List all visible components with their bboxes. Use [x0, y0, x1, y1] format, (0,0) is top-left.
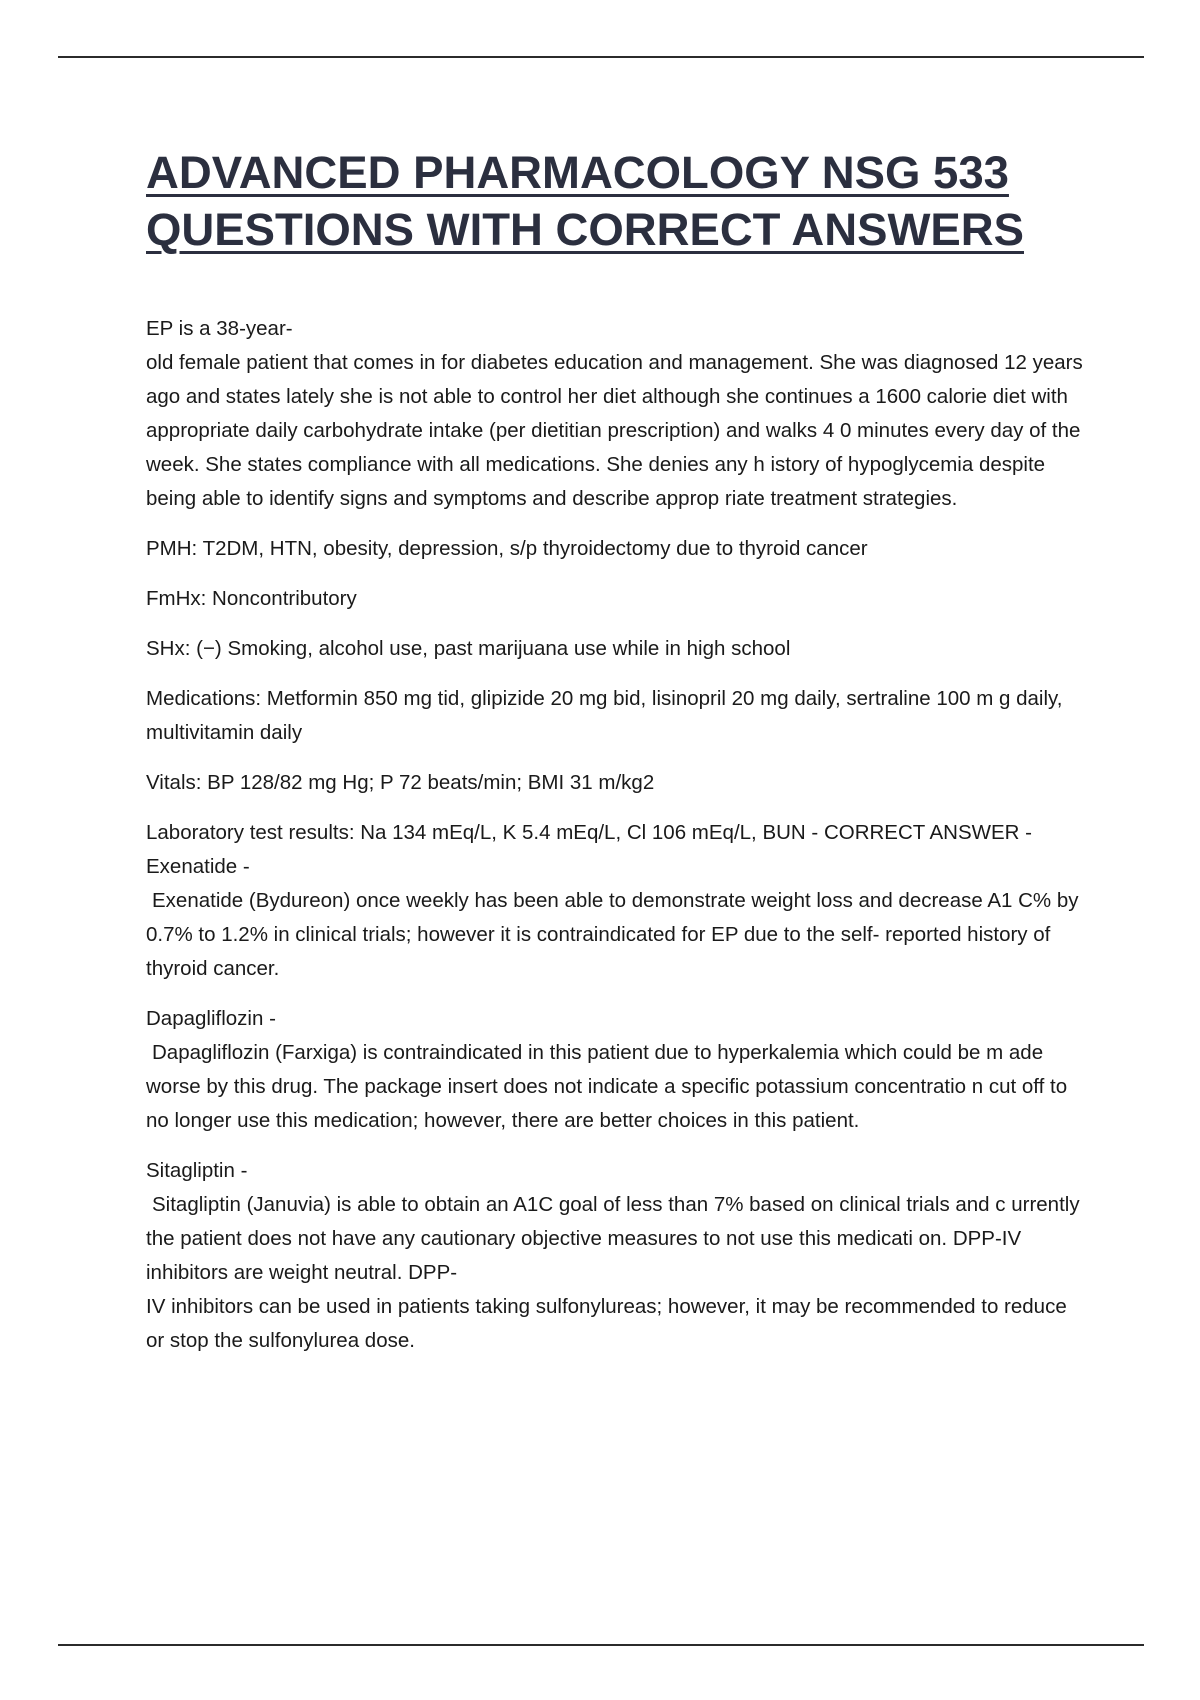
sitagliptin-explanation-cont: IV inhibitors can be used in patients taking sulfonylureas; however, it may be recommended to reduce or stop the sulfonylurea dose.	[146, 1295, 1067, 1352]
dapagliflozin-explanation: Dapagliflozin (Farxiga) is contraindicated in this patient due to hyperkalemia which could be m ade worse by this drug. The package insert does not indicate a specific potassium concentratio n cut off to no longer use this medication; however, there are better choices in this patient.	[146, 1041, 1068, 1132]
document-body	[146, 312, 1086, 1358]
title-line-2: QUESTIONS WITH CORRECT ANSWERS	[146, 204, 1024, 255]
family-history: FmHx: Noncontributory	[146, 587, 357, 610]
dapagliflozin-heading: Dapagliflozin -	[146, 1007, 276, 1030]
lab-results-text: Laboratory test results: Na 134 mEq/L, K 5.4 mEq/L, Cl 106 mEq/L, BUN - CORRECT ANSWER -	[146, 821, 1032, 844]
top-divider	[58, 56, 1144, 58]
bottom-divider	[58, 1644, 1144, 1646]
social-history: SHx: (−) Smoking, alcohol use, past marijuana use while in high school	[146, 637, 791, 660]
case-intro-first: EP is a 38-year-	[146, 317, 293, 340]
sitagliptin-section	[146, 1154, 1086, 1358]
exenatide-explanation: Exenatide (Bydureon) once weekly has been able to demonstrate weight loss and decrease A1 C% by 0.7% to 1.2% in clinical trials; however it is contraindicated for EP due to the self- reported history of thyroid cancer.	[146, 889, 1079, 980]
case-intro	[146, 312, 1086, 516]
sitagliptin-explanation: Sitagliptin (Januvia) is able to obtain an A1C goal of less than 7% based on clinical trials and c urrently the patient does not have any cautionary objective measures to not use this medicati on. DPP-IV inhibitors are weight neutral. DPP-	[146, 1193, 1080, 1284]
exenatide-heading: Exenatide -	[146, 855, 250, 878]
title-line-1: ADVANCED PHARMACOLOGY NSG 533	[146, 147, 1009, 198]
lab-results	[146, 816, 1086, 986]
dapagliflozin-section	[146, 1002, 1086, 1138]
vitals: Vitals: BP 128/82 mg Hg; P 72 beats/min; BMI 31 m/kg2	[146, 771, 655, 794]
case-intro-rest: old female patient that comes in for diabetes education and management. She was diagnosed 12 years ago and states lately she is not able to control her diet although she continues a 1600 calorie diet with appropriate daily carbohydrate intake (per dietitian prescription) and walks 4 0 minutes every day of the week. She states compliance with all medications. She denies any h istory of hypoglycemia despite being able to identify signs and symptoms and describe approp riate treatment strategies.	[146, 351, 1083, 510]
document-title	[146, 144, 1146, 258]
past-medical-history: PMH: T2DM, HTN, obesity, depression, s/p thyroidectomy due to thyroid cancer	[146, 537, 868, 560]
sitagliptin-heading: Sitagliptin -	[146, 1159, 248, 1182]
medications: Medications: Metformin 850 mg tid, glipizide 20 mg bid, lisinopril 20 mg daily, sertraline 100 m g daily, multivitamin daily	[146, 687, 1063, 744]
